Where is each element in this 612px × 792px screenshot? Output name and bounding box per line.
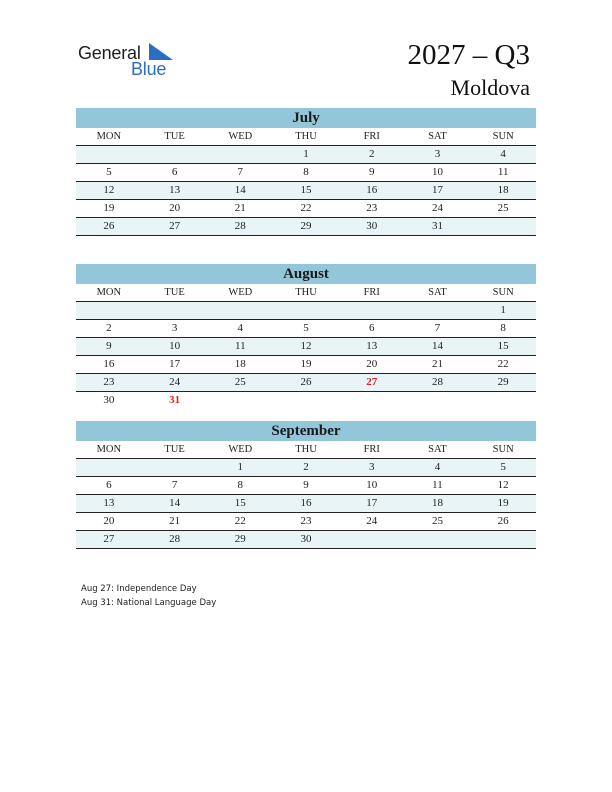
day-cell [339,531,405,548]
day-cell: 16 [103,358,115,370]
day-cell [142,146,208,163]
holiday-note: Aug 27: Independence Day [81,584,197,594]
week-row [76,495,536,513]
day-cell [339,392,405,409]
day-cell: 23 [366,202,378,214]
day-cell: 12 [497,479,509,491]
day-cell: 19 [497,497,509,509]
day-cell: 15 [234,497,246,509]
day-cell [142,459,208,476]
day-cell: 11 [497,166,509,178]
weekday-label: THU [295,287,317,298]
weekday-label: WED [228,131,253,142]
day-cell: 15 [300,184,312,196]
day-cell [207,302,273,319]
day-cell: 18 [497,184,509,196]
country-name: Moldova [450,75,530,100]
day-cell: 8 [303,166,309,178]
month-header: September [76,421,536,441]
day-cell: 27 [169,220,181,232]
day-cell: 8 [500,322,506,334]
day-cell: 7 [237,166,244,178]
day-cell: 4 [434,461,441,473]
week-row [76,146,536,164]
day-cell: 1 [237,461,244,473]
weekday-label: THU [295,444,317,455]
day-cell: 28 [234,220,246,232]
week-row [76,302,536,320]
day-cell: 10 [431,166,443,178]
weekday-label: WED [228,444,253,455]
week-row [76,374,536,392]
day-cell: 20 [169,202,181,214]
day-cell [470,392,536,409]
day-cell: 13 [169,184,181,196]
day-cell [470,218,536,235]
day-cell: 10 [366,479,378,491]
day-cell: 26 [497,515,509,527]
day-cell [76,459,142,476]
weekday-label: SUN [492,287,514,298]
weekday-label: SAT [428,287,447,298]
weekday-label: THU [295,131,317,142]
week-row [76,338,536,356]
week-row [76,356,536,374]
day-cell: 21 [169,515,181,527]
day-cell: 17 [169,358,181,370]
day-cell: 28 [169,533,181,545]
day-cell: 19 [103,202,115,214]
day-cell: 20 [366,358,378,370]
day-cell: 11 [432,479,443,491]
day-cell: 2 [303,461,309,473]
day-cell: 23 [103,376,115,388]
day-cell: 17 [366,497,378,509]
weekday-label: MON [96,287,122,298]
day-cell: 9 [368,166,375,178]
day-cell: 18 [234,358,246,370]
day-cell: 10 [169,340,181,352]
week-row [76,218,536,236]
day-cell [76,302,142,319]
day-cell: 2 [106,322,112,334]
day-cell: 4 [237,322,244,334]
day-cell: 25 [234,376,246,388]
day-cell: 14 [169,497,181,509]
day-cell: 12 [300,340,312,352]
day-cell [207,392,273,409]
month-calendar-august [76,264,536,409]
day-cell: 19 [300,358,312,370]
weekday-label: MON [96,444,122,455]
day-cell: 22 [234,515,246,527]
page-title [408,38,530,103]
day-cell: 7 [434,322,441,334]
day-cell: 5 [500,461,506,473]
day-cell: 17 [431,184,443,196]
day-cell: 27 [366,376,378,388]
week-row [76,513,536,531]
month-calendar-july [76,108,536,236]
week-row [76,477,536,495]
weekday-header-row [76,128,536,146]
logo [78,40,178,80]
weekday-header-row [76,284,536,302]
day-cell: 24 [169,376,181,388]
day-cell: 8 [237,479,244,491]
weekday-label: SUN [492,131,514,142]
day-cell: 21 [431,358,443,370]
weekday-label: SAT [428,444,447,455]
day-cell: 21 [234,202,246,214]
day-cell [273,392,339,409]
day-cell: 4 [500,148,506,160]
day-cell [405,392,471,409]
week-row [76,182,536,200]
day-cell: 29 [300,220,312,232]
weekday-label: FRI [363,287,380,298]
weekday-label: TUE [164,131,185,142]
day-cell: 26 [103,220,115,232]
week-row [76,320,536,338]
day-cell: 31 [431,220,443,232]
weekday-label: SAT [428,131,447,142]
weekday-label: TUE [164,444,185,455]
week-row [76,164,536,182]
day-cell [405,531,471,548]
quarter-title: 2027 – Q3 [407,39,530,71]
weekday-header-row [76,441,536,459]
day-cell: 26 [300,376,312,388]
month-calendar-september [76,421,536,549]
day-cell [339,302,405,319]
logo-blue-text: Blue [131,59,167,79]
day-cell: 6 [171,166,178,178]
week-row [76,392,536,409]
weekday-label: FRI [363,444,380,455]
day-cell: 3 [368,461,375,473]
day-cell: 24 [431,202,443,214]
day-cell: 15 [497,340,509,352]
day-cell: 5 [303,322,309,334]
day-cell: 24 [366,515,378,527]
weekday-label: TUE [164,287,185,298]
month-header: July [76,108,536,128]
day-cell: 1 [303,148,309,160]
day-cell: 30 [300,533,312,545]
holiday-note: Aug 31: National Language Day [81,598,217,608]
day-cell: 7 [171,479,178,491]
day-cell: 2 [368,148,375,160]
day-cell [207,146,273,163]
day-cell: 11 [235,340,246,352]
day-cell: 18 [431,497,443,509]
day-cell [142,302,208,319]
day-cell: 25 [497,202,509,214]
day-cell: 16 [366,184,378,196]
day-cell: 27 [103,533,115,545]
weekday-label: SUN [492,444,514,455]
month-header: August [76,264,536,284]
day-cell: 16 [300,497,312,509]
week-row [76,459,536,477]
day-cell [76,146,142,163]
day-cell: 9 [106,340,112,352]
day-cell: 13 [103,497,115,509]
day-cell: 22 [497,358,509,370]
day-cell: 30 [103,394,115,406]
day-cell [273,302,339,319]
logo-general-text: General [78,43,141,63]
day-cell: 1 [500,304,506,316]
day-cell: 13 [366,340,378,352]
day-cell: 9 [303,479,309,491]
day-cell [405,302,471,319]
day-cell: 14 [234,184,246,196]
day-cell: 28 [431,376,443,388]
day-cell: 29 [234,533,246,545]
day-cell: 12 [103,184,115,196]
day-cell: 20 [103,515,115,527]
week-row [76,531,536,549]
day-cell: 29 [497,376,509,388]
weekday-label: WED [228,287,253,298]
day-cell [470,531,536,548]
week-row [76,200,536,218]
day-cell: 31 [169,394,181,406]
day-cell: 3 [434,148,441,160]
holiday-notes [81,582,216,610]
day-cell: 5 [106,166,112,178]
weekday-label: MON [96,131,122,142]
day-cell: 23 [300,515,312,527]
day-cell: 22 [300,202,312,214]
day-cell: 3 [171,322,178,334]
weekday-label: FRI [363,131,380,142]
day-cell: 30 [366,220,378,232]
day-cell: 14 [431,340,443,352]
day-cell: 6 [106,479,112,491]
day-cell: 25 [431,515,443,527]
day-cell: 6 [368,322,375,334]
